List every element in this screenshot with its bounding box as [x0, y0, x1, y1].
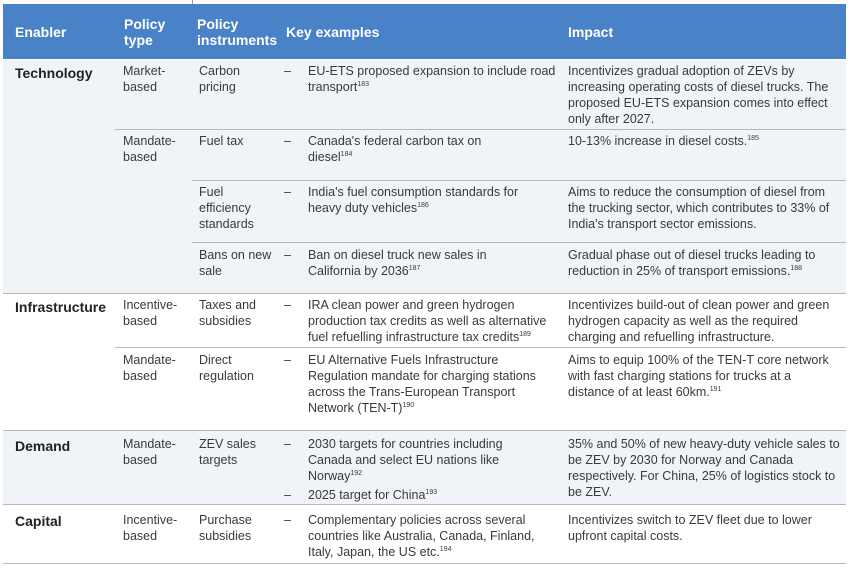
impact-text: Aims to equip 100% of the TEN-T core network with fast charging stations for trucks at a distance of at least 60km.$^{191}$ [568, 353, 829, 399]
bullet-dash: – [284, 185, 291, 199]
policy-type: Incentive-based [123, 513, 178, 543]
group-divider [3, 293, 846, 294]
bullet-dash: – [284, 437, 291, 451]
bullet-dash: – [284, 64, 291, 78]
policy-type: Market-based [123, 64, 166, 94]
footnote-ref: 187 [408, 264, 421, 272]
policy-instrument: Fuel efficiency standards [199, 185, 254, 231]
impact-text: Incentivizes build-out of clean power and green hydrogen capacity as well as the required charging and refuelling infrastructure. [568, 298, 830, 344]
policy-instrument: ZEV sales targets [199, 437, 256, 467]
impact-text: Aims to reduce the consumption of diesel from the trucking sector, which contributes to 33% of India's transport sector emissions. [568, 185, 830, 231]
key-example: India's fuel consumption standards for heavy duty vehicles$^{186}$ [308, 185, 519, 215]
header-key-examples: Key examples [286, 24, 380, 40]
footnote-ref: 193 [425, 488, 438, 496]
footnote-ref: 183 [357, 80, 370, 88]
footnote-ref: 184 [340, 150, 353, 158]
impact-text: Incentivizes gradual adoption of ZEVs by increasing operating costs of diesel trucks. The proposed EU-ETS expansion comes into effect only after 2027. [568, 64, 829, 126]
row-divider [115, 347, 846, 348]
enabler-demand: Demand [15, 438, 71, 454]
key-example: Ban on diesel truck new sales in California by 2036$^{187}$ [308, 248, 487, 278]
policy-instrument: Purchase subsidies [199, 513, 252, 543]
footnote-ref: 186 [417, 201, 429, 209]
key-example: 2030 targets for countries including Canada and select EU nations like Norway$^{192}$ [308, 437, 503, 483]
policy-type: Mandate-based [123, 134, 176, 164]
key-example: Complementary policies across several countries like Australia, Canada, Finland, Italy, Japan, the US etc.$^{194}$ [308, 513, 535, 559]
bullet-dash: – [284, 298, 291, 312]
table-bottom-rule [3, 563, 846, 564]
header-policy-type: Policy type [124, 16, 166, 48]
bullet-dash: – [284, 353, 291, 367]
row-divider [115, 129, 846, 130]
impact-text: 10-13% increase in diesel costs.$^{185}$ [568, 134, 759, 148]
bullet-dash: – [284, 513, 291, 527]
bullet-dash: – [284, 134, 291, 148]
key-example: Canada's federal carbon tax on diesel$^{184}$ [308, 134, 482, 164]
policy-type: Mandate-based [123, 353, 176, 383]
bullet-dash: – [284, 488, 291, 502]
policy-instrument: Fuel tax [199, 134, 244, 148]
footnote-ref: 190 [402, 401, 415, 409]
footnote-ref: 188 [790, 264, 803, 272]
impact-text: Incentivizes switch to ZEV fleet due to lower upfront capital costs. [568, 513, 812, 543]
impact-text: Gradual phase out of diesel trucks leading to reduction in 25% of transport emissions.$^{188}$ [568, 248, 816, 278]
group-divider [3, 430, 846, 431]
footnote-ref: 185 [747, 134, 759, 142]
policy-instrument: Carbon pricing [199, 64, 240, 94]
header-policy-instruments: Policy instruments [197, 16, 278, 48]
policy-instrument: Direct regulation [199, 353, 254, 383]
table-header [3, 4, 846, 59]
footnote-ref: 194 [439, 545, 452, 553]
row-divider [192, 180, 846, 181]
footnote-ref: 191 [709, 385, 722, 393]
enabler-capital: Capital [15, 513, 62, 529]
group-divider [3, 504, 846, 505]
key-example: IRA clean power and green hydrogen production tax credits as well as alternative fuel refuelling infrastructure tax credits$^{189}$ [308, 298, 547, 344]
policy-type: Mandate-based [123, 437, 176, 467]
enabler-technology: Technology [15, 65, 93, 81]
policy-type: Incentive-based [123, 298, 178, 328]
bullet-dash: – [284, 248, 291, 262]
footnote-ref: 192 [350, 469, 363, 477]
row-divider [192, 242, 846, 243]
policy-instrument: Bans on new sale [199, 248, 272, 278]
impact-text: 35% and 50% of new heavy-duty vehicle sales to be ZEV by 2030 for Norway and Canada respectively. For China, 25% of logistics stock to be ZEV. [568, 437, 840, 499]
key-example: 2025 target for China$^{193}$ [308, 488, 438, 502]
key-example: EU Alternative Fuels Infrastructure Regulation mandate for charging stations across the Trans-European Transport Network $(TEN-T)^{190}$ [308, 353, 536, 415]
header-enabler: Enabler [15, 24, 67, 40]
key-example: EU-ETS proposed expansion to include road transport$^{183}$ [308, 64, 556, 94]
enabler-infrastructure: Infrastructure [15, 299, 107, 315]
header-impact: Impact [568, 24, 614, 40]
policy-instrument: Taxes and subsidies [199, 298, 256, 328]
footnote-ref: 189 [519, 330, 531, 338]
